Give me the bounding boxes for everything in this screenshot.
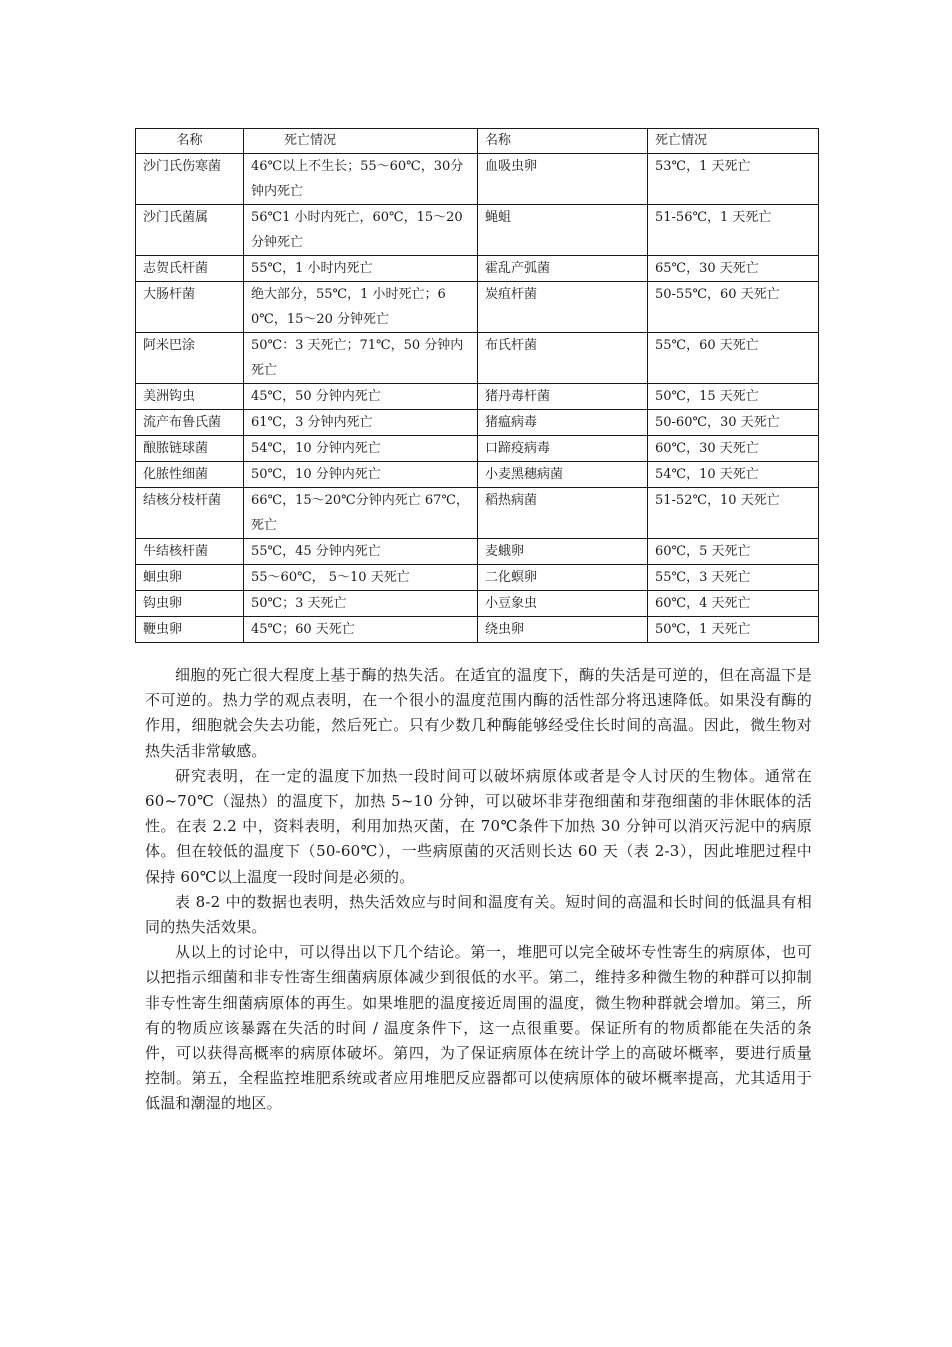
death-condition-cell: 50℃，1 天死亡 <box>648 617 819 643</box>
table-row <box>136 410 819 436</box>
organism-name-cell: 二化螟卵 <box>478 565 648 591</box>
table-body <box>136 154 819 643</box>
table-row <box>136 384 819 410</box>
table-row <box>136 436 819 462</box>
death-condition-cell: 55℃，3 天死亡 <box>648 565 819 591</box>
death-condition-cell: 55～60℃， 5～10 天死亡 <box>244 565 478 591</box>
death-condition-cell: 60℃，5 天死亡 <box>648 539 819 565</box>
organism-name-cell: 猪瘟病毒 <box>478 410 648 436</box>
header-name-2: 名称 <box>478 129 648 154</box>
organism-name-cell: 稻热病菌 <box>478 488 648 539</box>
organism-name-cell: 美洲钩虫 <box>136 384 244 410</box>
organism-name-cell: 志贺氏杆菌 <box>136 256 244 282</box>
paragraph: 细胞的死亡很大程度上基于酶的热失活。在适宜的温度下，酶的失活是可逆的，但在高温下是不可逆的。热力学的观点表明，在一个很小的温度范围内酶的活性部分将迅速降低。如果没有酶的作用，细胞就会失去功能，然后死亡。只有少数几种酶能够经受住长时间的高温。因此，微生物对热失活非常敏感。 <box>145 666 812 760</box>
death-condition-cell: 54℃，10 分钟内死亡 <box>244 436 478 462</box>
death-condition-cell: 45℃，50 分钟内死亡 <box>244 384 478 410</box>
organism-name-cell: 小豆象虫 <box>478 591 648 617</box>
organism-name-cell: 口蹄疫病毒 <box>478 436 648 462</box>
organism-name-cell: 钩虫卵 <box>136 591 244 617</box>
death-condition-cell: 55℃，45 分钟内死亡 <box>244 539 478 565</box>
organism-name-cell: 麦蛾卵 <box>478 539 648 565</box>
table-row <box>136 565 819 591</box>
organism-name-cell: 蝇蛆 <box>478 205 648 256</box>
table-row <box>136 462 819 488</box>
death-condition-cell: 60℃，30 天死亡 <box>648 436 819 462</box>
organism-name-cell: 牛结核杆菌 <box>136 539 244 565</box>
organism-name-cell: 小麦黑穗病菌 <box>478 462 648 488</box>
death-condition-cell: 50-55℃，60 天死亡 <box>648 282 819 333</box>
death-condition-cell: 50℃：3 天死亡；71℃，50 分钟内死亡 <box>244 333 478 384</box>
death-condition-cell: 55℃，1 小时内死亡 <box>244 256 478 282</box>
table-row <box>136 617 819 643</box>
header-condition-1: 死亡情况 <box>244 129 478 154</box>
death-condition-cell: 50℃，15 天死亡 <box>648 384 819 410</box>
table-header-row <box>136 129 819 154</box>
header-condition-2: 死亡情况 <box>648 129 819 154</box>
death-condition-cell: 60℃，4 天死亡 <box>648 591 819 617</box>
table-row <box>136 154 819 205</box>
death-condition-cell: 51-56℃，1 天死亡 <box>648 205 819 256</box>
table-row <box>136 591 819 617</box>
death-condition-cell: 66℃，15～20℃分钟内死亡 67℃，死亡 <box>244 488 478 539</box>
organism-name-cell: 流产布鲁氏菌 <box>136 410 244 436</box>
header-name-1: 名称 <box>136 129 244 154</box>
pathogen-death-table <box>135 128 819 643</box>
table-row <box>136 333 819 384</box>
organism-name-cell: 沙门氏菌属 <box>136 205 244 256</box>
death-condition-cell: 53℃，1 天死亡 <box>648 154 819 205</box>
death-condition-cell: 56℃1 小时内死亡，60℃，15～20分钟死亡 <box>244 205 478 256</box>
table-row <box>136 488 819 539</box>
organism-name-cell: 绕虫卵 <box>478 617 648 643</box>
organism-name-cell: 血吸虫卵 <box>478 154 648 205</box>
organism-name-cell: 沙门氏伤寒菌 <box>136 154 244 205</box>
organism-name-cell: 阿米巴涂 <box>136 333 244 384</box>
death-condition-cell: 55℃，60 天死亡 <box>648 333 819 384</box>
organism-name-cell: 酿脓链球菌 <box>136 436 244 462</box>
death-condition-cell: 50℃；3 天死亡 <box>244 591 478 617</box>
organism-name-cell: 蛔虫卵 <box>136 565 244 591</box>
death-condition-cell: 61℃，3 分钟内死亡 <box>244 410 478 436</box>
organism-name-cell: 炭疽杆菌 <box>478 282 648 333</box>
death-condition-cell: 54℃，10 天死亡 <box>648 462 819 488</box>
organism-name-cell: 布氏杆菌 <box>478 333 648 384</box>
organism-name-cell: 鞭虫卵 <box>136 617 244 643</box>
death-condition-cell: 50-60℃，30 天死亡 <box>648 410 819 436</box>
organism-name-cell: 结核分枝杆菌 <box>136 488 244 539</box>
paragraph: 从以上的讨论中，可以得出以下几个结论。第一，堆肥可以完全破坏专性寄生的病原体，也可以把指示细菌和非专性寄生细菌病原体减少到很低的水平。第二，维持多种微生物的种群可以抑制非专性寄生细菌病原体的再生。如果堆肥的温度接近周围的温度，微生物种群就会增加。第三，所有的物质应该暴露在失活的时间 / 温度条件下，这一点很重要。保证所有的物质都能在失活的条件，可以获得高概率的病原体破坏。第四，为了保证病原体在统计学上的高破坏概率，要进行质量控制。第五，全程监控堆肥系统或者应用堆肥反应器都可以使病原体的破坏概率提高，尤其适用于低温和潮湿的地区。 <box>145 943 812 1113</box>
table-row <box>136 282 819 333</box>
death-condition-cell: 绝大部分，55℃，1 小时死亡；60℃，15～20 分钟死亡 <box>244 282 478 333</box>
death-condition-cell: 51-52℃，10 天死亡 <box>648 488 819 539</box>
organism-name-cell: 霍乱产弧菌 <box>478 256 648 282</box>
body-text <box>145 663 812 1117</box>
death-condition-cell: 50℃，10 分钟内死亡 <box>244 462 478 488</box>
paragraph: 研究表明，在一定的温度下加热一段时间可以破坏病原体或者是令人讨厌的生物体。通常在 60~70℃（湿热）的温度下，加热 5~10 分钟，可以破坏非芽孢细菌和芽孢细菌的非休眠体的活性。在表 2.2 中，资料表明，利用加热灭菌，在 70℃条件下加热 30 分钟可以消灭污泥中的病原体。但在较低的温度下（50-60℃），一些病原菌的灭活则长达 60 天（表 2-3），因此堆肥过程中保持 60℃以上温度一段时间是必须的。 <box>145 766 812 886</box>
table-row <box>136 539 819 565</box>
table-row <box>136 256 819 282</box>
organism-name-cell: 化脓性细菌 <box>136 462 244 488</box>
death-condition-cell: 46℃以上不生长；55～60℃，30分钟内死亡 <box>244 154 478 205</box>
organism-name-cell: 大肠杆菌 <box>136 282 244 333</box>
table-row <box>136 205 819 256</box>
death-condition-cell: 65℃，30 天死亡 <box>648 256 819 282</box>
death-condition-cell: 45℃；60 天死亡 <box>244 617 478 643</box>
paragraph: 表 8-2 中的数据也表明，热失活效应与时间和温度有关。短时间的高温和长时间的低温具有相同的热失活效果。 <box>145 892 812 937</box>
organism-name-cell: 猪丹毒杆菌 <box>478 384 648 410</box>
